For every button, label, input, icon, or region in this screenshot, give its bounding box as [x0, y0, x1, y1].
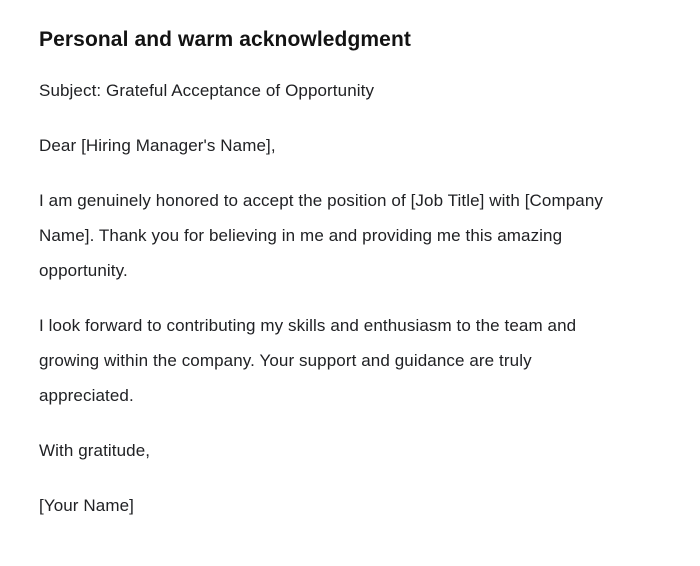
body-paragraph-2: I look forward to contributing my skills and enthusiasm to the team and growing within the company. Your support and guidance are truly appreciated.: [39, 316, 577, 405]
body-paragraph-1: I am genuinely honored to accept the position of [Job Title] with [Company Name]. Thank you for believing in me and providing me this amazing opportunity.: [39, 191, 603, 280]
closing-line: With gratitude,: [39, 441, 151, 460]
signature-placeholder: [Your Name]: [39, 496, 134, 515]
page-title: Personal and warm acknowledgment: [39, 28, 411, 51]
subject-line: Subject: Grateful Acceptance of Opportunity: [39, 81, 375, 100]
salutation: Dear [Hiring Manager's Name],: [39, 136, 276, 155]
